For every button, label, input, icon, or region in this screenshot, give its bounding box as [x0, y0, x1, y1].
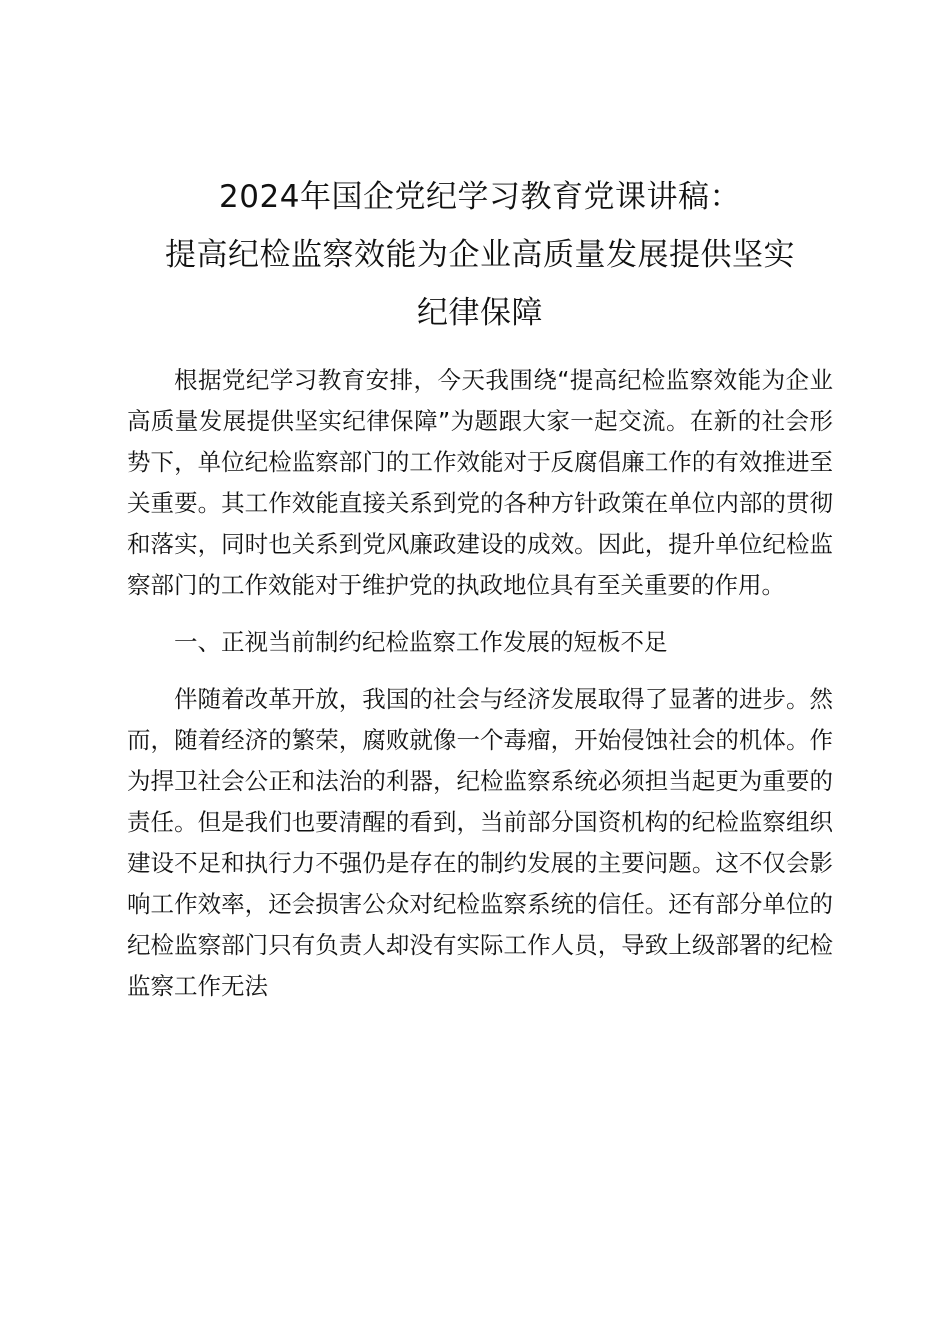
title-line-2: 提高纪检监察效能为企业高质量发展提供坚实 [165, 237, 795, 273]
section-heading: 一、正视当前制约纪检监察工作发展的短板不足 [174, 628, 668, 656]
section-paragraph: 伴随着改革开放，我国的社会与经济发展取得了显著的进步。然而，随着经济的繁荣，腐败就像一个毒瘤，开始侵蚀社会的机体。作为捍卫社会公正和法治的利器，纪检监察系统必须担当起更为重要的责任。但是我们也要清醒的看到，当前部分国资机构的纪检监察组织建设不足和执行力不强仍是存在的制约发展的主要问题。这不仅会影响工作效率，还会损害公众对纪检监察系统的信任。还有部分单位的纪检监察部门只有负责人却没有实际工作人员，导致上级部署的纪检监察工作无法 [127, 685, 833, 1000]
document-title [127, 168, 833, 342]
title-line-1: 2024年国企党纪学习教育党课讲稿： [219, 179, 741, 215]
document-page [127, 168, 833, 1007]
intro-paragraph: 根据党纪学习教育安排，今天我围绕“提高纪检监察效能为企业高质量发展提供坚实纪律保障”为题跟大家一起交流。在新的社会形势下，单位纪检监察部门的工作效能对于反腐倡廉工作的有效推进至关重要。其工作效能直接关系到党的各种方针政策在单位内部的贯彻和落实，同时也关系到党风廉政建设的成效。因此，提升单位纪检监察部门的工作效能对于维护党的执政地位具有至关重要的作用。 [127, 366, 833, 599]
title-line-3: 纪律保障 [417, 295, 543, 331]
